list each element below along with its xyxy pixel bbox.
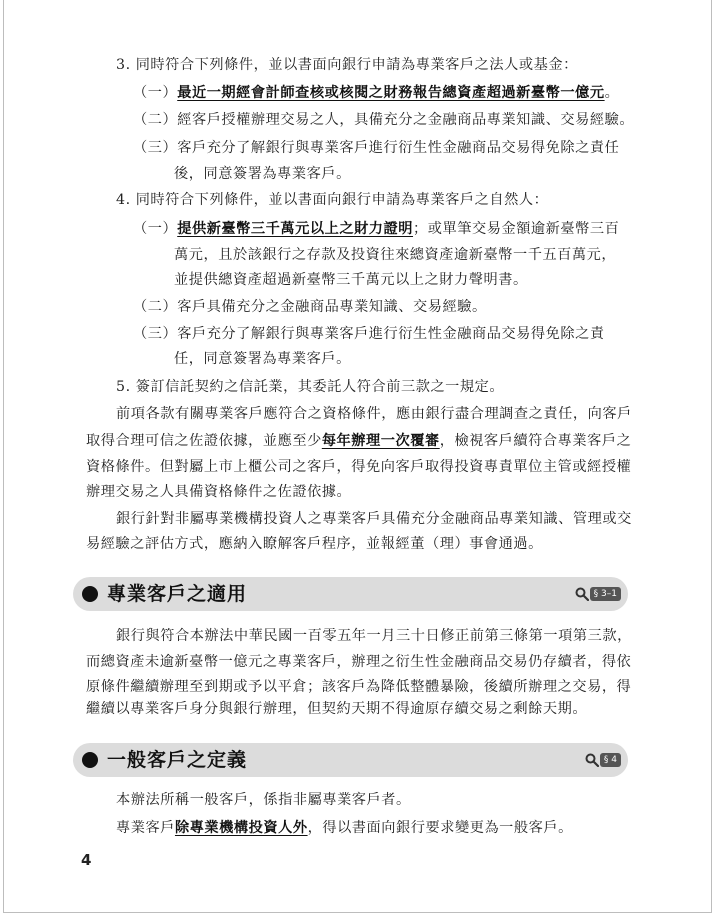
para1-line2-pre: 取得合理可信之佐證依據，並應至少 <box>86 433 322 449</box>
para2-line2: 易經驗之評估方式，應納入瞭解客戶程序，並報經董（理）事會通過。 <box>86 536 543 552</box>
item4-a-emphasis: 提供新臺幣三千萬元以上之財力證明 <box>177 221 414 237</box>
bullet-dot-icon <box>82 586 98 602</box>
article-reference-tag <box>585 752 621 768</box>
section1-line2: 而總資產未逾新臺幣一億元之專業客戶，辦理之衍生性金融商品交易仍存續者，得依 <box>86 654 632 670</box>
item4-b-text: 客戶具備充分之金融商品專業知識、交易經驗。 <box>177 299 487 315</box>
section2-line2 <box>116 818 573 838</box>
section1-line4: 繼續以專業客戶身分與銀行辦理，但契約天期不得逾原存續交易之剩餘天期。 <box>86 701 588 717</box>
para2-line1: 銀行針對非屬專業機構投資人之專業客戶具備充分金融商品專業知識、管理或交 <box>116 511 632 527</box>
section2-line2-pre: 專業客戶 <box>116 820 175 836</box>
magnifier-icon <box>585 753 599 767</box>
para1-emphasis: 每年辦理一次覆審 <box>321 433 440 449</box>
section2-line1: 本辦法所稱一般客戶，係指非屬專業客戶者。 <box>116 792 411 808</box>
item5: 5. 簽訂信託契約之信託業，其委託人符合前三款之一規定。 <box>116 379 505 395</box>
section2-emphasis: 除專業機構投資人外 <box>174 820 308 836</box>
item4-c-number: （三） <box>133 326 178 342</box>
item4-heading: 4. 同時符合下列條件，並以書面向銀行申請為專業客戶之自然人： <box>116 192 549 208</box>
para1-line2 <box>86 431 631 451</box>
section1-line3: 原條件繼續辦理至到期或予以平倉；該客戶為降低整體暴險，後續所辦理之交易，得 <box>86 679 632 695</box>
item3-heading: 3. 同時符合下列條件，並以書面向銀行申請為專業客戶之法人或基金： <box>116 57 578 73</box>
item3-c-line1: 客戶充分了解銀行與專業客戶進行衍生性金融商品交易得免除之責任 <box>177 140 620 156</box>
item3-c-number: （三） <box>133 140 178 156</box>
item3-a-number: （一） <box>133 85 178 101</box>
article-reference-label: § 4 <box>600 753 621 767</box>
item3-c-line2: 後，同意簽署為專業客戶。 <box>174 166 351 182</box>
item3-a <box>133 83 619 103</box>
section-header-professional-client <box>73 577 628 611</box>
item3-a-tail: 。 <box>604 85 620 101</box>
item4-b-number: （二） <box>133 299 178 315</box>
section2-line2-post: ，得以書面向銀行要求變更為一般客戶。 <box>307 820 573 836</box>
magnifier-icon <box>575 587 589 601</box>
para1-line1: 前項各款有關專業客戶應符合之資格條件，應由銀行盡合理調查之責任，向客戶 <box>116 406 632 422</box>
item4-c <box>133 324 605 344</box>
item4-a-line3: 並提供總資產超過新臺幣三千萬元以上之財力聲明書。 <box>174 272 528 288</box>
item4-a-tail: ；或單筆交易金額逾新臺幣三百 <box>413 221 620 237</box>
item4-c-line2: 任，同意簽署為專業客戶。 <box>174 351 351 367</box>
item4-b <box>133 297 487 317</box>
article-reference-label: § 3–1 <box>590 587 621 601</box>
para1-line2-post: ，檢視客戶續符合專業客戶之 <box>439 433 632 449</box>
page-number: 4 <box>81 851 92 869</box>
item3-b-number: （二） <box>133 112 178 128</box>
item3-b <box>133 110 634 130</box>
item3-b-text: 經客戶授權辦理交易之人，具備充分之金融商品專業知識、交易經驗。 <box>177 112 635 128</box>
section-title: 專業客戶之適用 <box>107 583 248 605</box>
item4-a-number: （一） <box>133 221 178 237</box>
para1-line3: 資格條件。但對屬上市上櫃公司之客戶，得免向客戶取得投資專責單位主管或經授權 <box>86 459 632 475</box>
item4-c-line1: 客戶充分了解銀行與專業客戶進行衍生性金融商品交易得免除之責 <box>177 326 605 342</box>
section1-line1: 銀行與符合本辦法中華民國一百零五年一月三十日修正前第三條第一項第三款， <box>116 628 632 644</box>
item4-a <box>133 219 619 239</box>
item4-a-line2: 萬元，且於該銀行之存款及投資往來總資產逾新臺幣一千五百萬元， <box>174 247 617 263</box>
para1-line4: 辦理交易之人具備資格條件之佐證依據。 <box>86 484 352 500</box>
section-title: 一般客戶之定義 <box>107 749 248 771</box>
section-header-general-client <box>73 743 628 777</box>
item3-a-emphasis: 最近一期經會計師查核或核閱之財務報告總資產超過新臺幣一億元 <box>177 85 605 101</box>
article-reference-tag <box>575 586 621 602</box>
item3-c <box>133 138 619 158</box>
bullet-dot-icon <box>82 752 98 768</box>
